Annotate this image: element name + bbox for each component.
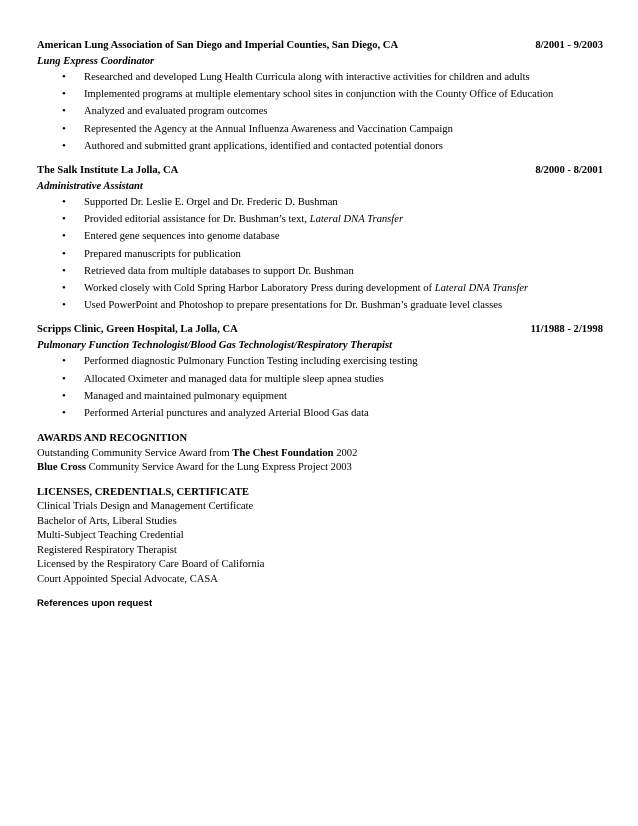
job-header [37,163,603,179]
award-item [37,461,603,476]
license-item: Clinical Trials Design and Management Certificate [37,501,254,513]
job-title: Lung Express Coordinator [37,55,155,67]
list-item: • Researched and developed Lung Health Curricula along with interactive activities for children and adults [37,69,603,86]
list-item: • Performed diagnostic Pulmonary Function Testing including exercising testing [37,353,603,370]
license-item: Court Appointed Special Advocate, CASA [37,573,218,585]
list-item: • Implemented programs at multiple elementary school sites in conjunction with the County Office of Education [37,86,603,103]
job-organization: American Lung Association of San Diego and Imperial Counties, San Diego, CA [37,40,399,51]
list-item: • Allocated Oximeter and managed data for multiple sleep apnea studies [37,371,603,388]
license-item: Multi-Subject Teaching Credential [37,530,184,542]
award-text: Community Service Award for the Lung Express Project 2003 [85,462,352,474]
job-entry-salk [37,163,603,314]
job-entry-scripps [37,322,603,422]
job-dates: 8/2000 - 8/2001 [535,165,603,177]
job-entry-ala [37,38,603,155]
job-bullet-list [37,69,603,155]
license-item: Licensed by the Respiratory Care Board of California [37,559,265,571]
license-item: Registered Respiratory Therapist [37,544,177,556]
list-item: • Used PowerPoint and Photoshop to prepare presentations for Dr. Bushman’s graduate level classes [37,297,603,314]
job-dates: 8/2001 - 9/2003 [535,40,603,51]
list-item [37,211,603,228]
job-organization: The Salk Institute La Jolla, CA [37,165,179,177]
section-heading: AWARDS AND RECOGNITION [37,433,188,445]
list-item: • Entered gene sequences into genome database [37,228,603,245]
list-item: • Supported Dr. Leslie E. Orgel and Dr. Frederic D. Bushman [37,194,603,211]
list-item: • Retrieved data from multiple databases to support Dr. Bushman [37,263,603,280]
award-item [37,447,603,462]
job-title: Administrative Assistant [37,180,143,192]
award-organization: The Chest Foundation [232,447,334,459]
list-item: • Performed Arterial punctures and analyzed Arterial Blood Gas data [37,405,603,422]
list-item: • Analyzed and evaluated program outcomes [37,103,603,120]
job-bullet-list [37,194,603,314]
references-note: References upon request [37,598,153,610]
job-title: Pulmonary Function Technologist/Blood Gas Technologist/Respiratory Therapist [37,339,393,351]
book-title: Lateral DNA Transfer [434,283,529,295]
award-text: 2002 [333,447,358,459]
award-text: Outstanding Community Service Award from [37,447,233,459]
job-bullet-list [37,353,603,422]
book-title: Lateral DNA Transfer [309,214,404,226]
award-organization: Blue Cross [37,462,86,474]
licenses-section [37,486,603,588]
resume-page [37,38,603,611]
job-dates: 11/1988 - 2/1998 [530,324,603,336]
list-item: • Authored and submitted grant applications, identified and contacted potential donors [37,138,603,155]
job-header [37,38,603,54]
list-item [37,280,603,297]
list-item: • Represented the Agency at the Annual Influenza Awareness and Vaccination Campaign [37,121,603,138]
section-heading: LICENSES, CREDENTIALS, CERTIFICATE [37,486,249,498]
license-item: Bachelor of Arts, Liberal Studies [37,515,177,527]
bullet-text: Worked closely with Cold Spring Harbor Laboratory Press during development of [84,283,435,295]
awards-section [37,432,603,476]
job-header [37,322,603,338]
list-item: • Prepared manuscripts for publication [37,246,603,263]
job-organization: Scripps Clinic, Green Hospital, La Jolla, CA [37,324,238,336]
bullet-text: Provided editorial assistance for Dr. Bushman’s text, [84,214,310,226]
list-item: • Managed and maintained pulmonary equipment [37,388,603,405]
